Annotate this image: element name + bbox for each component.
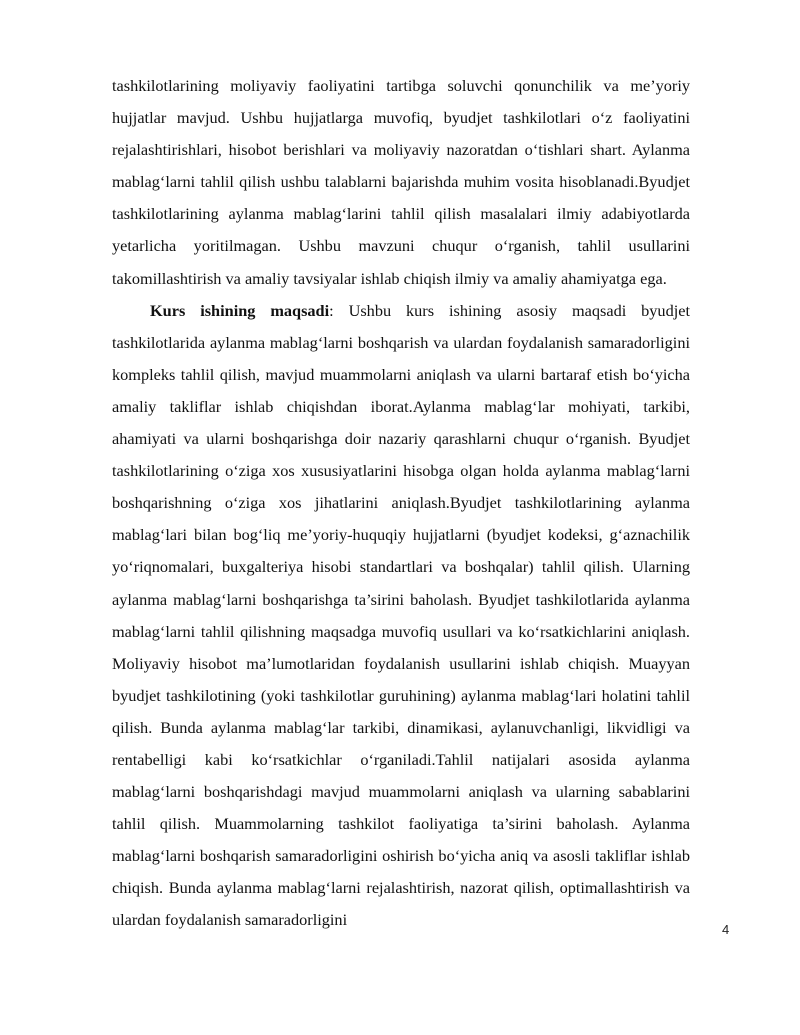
body-text xyxy=(112,70,690,937)
course-goal-colon: : xyxy=(329,300,334,320)
paragraph-course-goal xyxy=(112,295,690,937)
paragraph-intro-continuation: tashkilotlarining moliyaviy faoliyatini tartibga soluvchi qonunchilik va me’yoriy hujjatlar mavjud. Ushbu hujjatlarga muvofiq, byudjet tashkilotlari o‘z faoliyatini rejalashtirishlari, hisobot berishlari va moliyaviy nazoratdan o‘tishlari shart. Aylanma mablag‘larni tahlil qilish ushbu talablarni bajarishda muhim vosita hisoblanadi.Byudjet tashkilotlarining aylanma mablag‘larini tahlil qilish masalalari ilmiy adabiyotlarda yetarlicha yoritilmagan. Ushbu mavzuni chuqur o‘rganish, tahlil usullarini takomillashtirish va amaliy tavsiyalar ishlab chiqish ilmiy va amaliy ahamiyatga ega. xyxy=(112,76,690,288)
page-number: 4 xyxy=(722,922,730,937)
course-goal-body: Ushbu kurs ishining asosiy maqsadi byudjet tashkilotlarida aylanma mablag‘larni boshqarish va ulardan foydalanish samaradorligini kompleks tahlil qilish, mavjud muammolarni aniqlash va ularni bartaraf etish bo‘yicha amaliy takliflar ishlab chiqishdan iborat.Aylanma mablag‘lar mohiyati, tarkibi, ahamiyati va ularni boshqarishga doir nazariy qarashlarni chuqur o‘rganish. Byudjet tashkilotlarining o‘ziga xos xususiyatlarini hisobga olgan holda aylanma mablag‘larni boshqarishning o‘ziga xos jihatlarini aniqlash.Byudjet tashkilotlarining aylanma mablag‘lari bilan bog‘liq me’yoriy-huquqiy hujjatlarni (byudjet kodeksi, g‘aznachilik yo‘riqnomalari, buxgalteriya hisobi standartlari va boshqalar) tahlil qilish. Ularning aylanma mablag‘larni boshqarishga ta’sirini baholash. Byudjet tashkilotlarida aylanma mablag‘larni tahlil qilishning maqsadga muvofiq usullari va ko‘rsatkichlarini aniqlash. Moliyaviy hisobot ma’lumotlaridan foydalanish usullarini ishlab chiqish. Muayyan byudjet tashkilotining (yoki tashkilotlar guruhining) aylanma mablag‘lari holatini tahlil qilish. Bunda aylanma mablag‘lar tarkibi, dinamikasi, aylanuvchanligi, likvidligi va rentabelligi kabi ko‘rsatkichlar o‘rganiladi.Tahlil natijalari asosida aylanma mablag‘larni boshqarishdagi mavjud muammolarni aniqlash va ularning sabablarini tahlil qilish. Muammolarning tashkilot faoliyatiga ta’sirini baholash. Aylanma mablag‘larni boshqarish samaradorligini oshirish bo‘yicha aniq va asosli takliflar ishlab chiqish. Bunda aylanma mablag‘larni rejalashtirish, nazorat qilish, optimallashtirish va ulardan foydalanish samaradorligini xyxy=(112,300,690,930)
course-goal-heading: Kurs ishining maqsadi xyxy=(150,300,330,320)
